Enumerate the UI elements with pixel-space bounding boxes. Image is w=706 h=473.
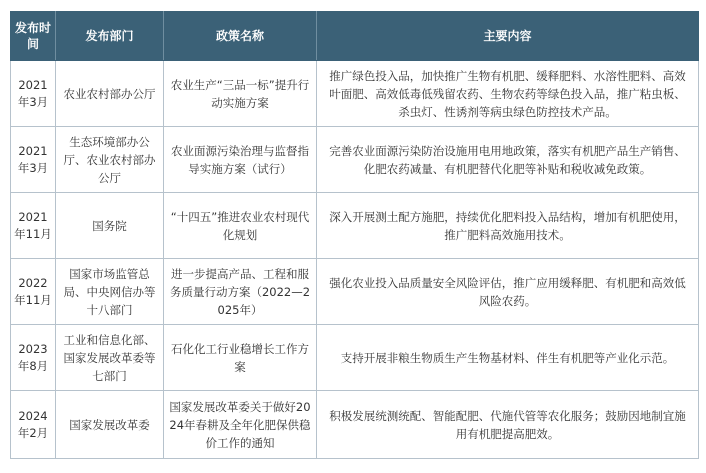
cell-release-time: 2023年8月: [11, 325, 56, 391]
cell-policy-name: 石化化工行业稳增长工作方案: [164, 325, 317, 391]
cell-department: 国家市场监管总局、中央网信办等十八部门: [56, 259, 164, 325]
table-row: [11, 391, 699, 459]
table-row: [11, 61, 699, 127]
cell-release-time: 2022年11月: [11, 259, 56, 325]
header-release-time: 发布时间: [11, 12, 56, 61]
cell-release-time: 2024年2月: [11, 391, 56, 459]
policy-table: [10, 11, 699, 459]
header-department: 发布部门: [56, 12, 164, 61]
cell-policy-name: 进一步提高产品、工程和服务质量行动方案（2022—2025年）: [164, 259, 317, 325]
cell-main-content: 强化农业投入品质量安全风险评估，推广应用缓释肥、有机肥和高效低风险农药。: [317, 259, 699, 325]
cell-department: 生态环境部办公厅、农业农村部办公厅: [56, 127, 164, 193]
cell-policy-name: “十四五”推进农业农村现代化规划: [164, 193, 317, 259]
header-policy-name: 政策名称: [164, 12, 317, 61]
cell-main-content: 推广绿色投入品，加快推广生物有机肥、缓释肥料、水溶性肥料、高效叶面肥、高效低毒低残留农药、生物农药等绿色投入品，推广粘虫板、杀虫灯、性诱剂等病虫绿色防控技术产品。: [317, 61, 699, 127]
table-header-row: [11, 12, 699, 61]
cell-main-content: 深入开展测土配方施肥，持续优化肥料投入品结构，增加有机肥使用，推广肥料高效施用技术。: [317, 193, 699, 259]
table-row: [11, 259, 699, 325]
table-row: [11, 127, 699, 193]
cell-main-content: 完善农业面源污染防治设施用电用地政策，落实有机肥产品生产销售、化肥农药减量、有机肥替代化肥等补贴和税收减免政策。: [317, 127, 699, 193]
cell-policy-name: 农业生产“三品一标”提升行动实施方案: [164, 61, 317, 127]
cell-main-content: 积极发展统测统配、智能配肥、代施代管等农化服务；鼓励因地制宜施用有机肥提高肥效。: [317, 391, 699, 459]
cell-policy-name: 国家发展改革委关于做好2024年春耕及全年化肥保供稳价工作的通知: [164, 391, 317, 459]
cell-policy-name: 农业面源污染治理与监督指导实施方案（试行）: [164, 127, 317, 193]
header-main-content: 主要内容: [317, 12, 699, 61]
cell-release-time: 2021年3月: [11, 61, 56, 127]
policy-table-container: [10, 11, 698, 459]
cell-department: 农业农村部办公厅: [56, 61, 164, 127]
cell-release-time: 2021年11月: [11, 193, 56, 259]
cell-main-content: 支持开展非粮生物质生产生物基材料、伴生有机肥等产业化示范。: [317, 325, 699, 391]
cell-department: 国家发展改革委: [56, 391, 164, 459]
cell-release-time: 2021年3月: [11, 127, 56, 193]
cell-department: 国务院: [56, 193, 164, 259]
table-row: [11, 325, 699, 391]
table-row: [11, 193, 699, 259]
cell-department: 工业和信息化部、国家发展改革委等七部门: [56, 325, 164, 391]
